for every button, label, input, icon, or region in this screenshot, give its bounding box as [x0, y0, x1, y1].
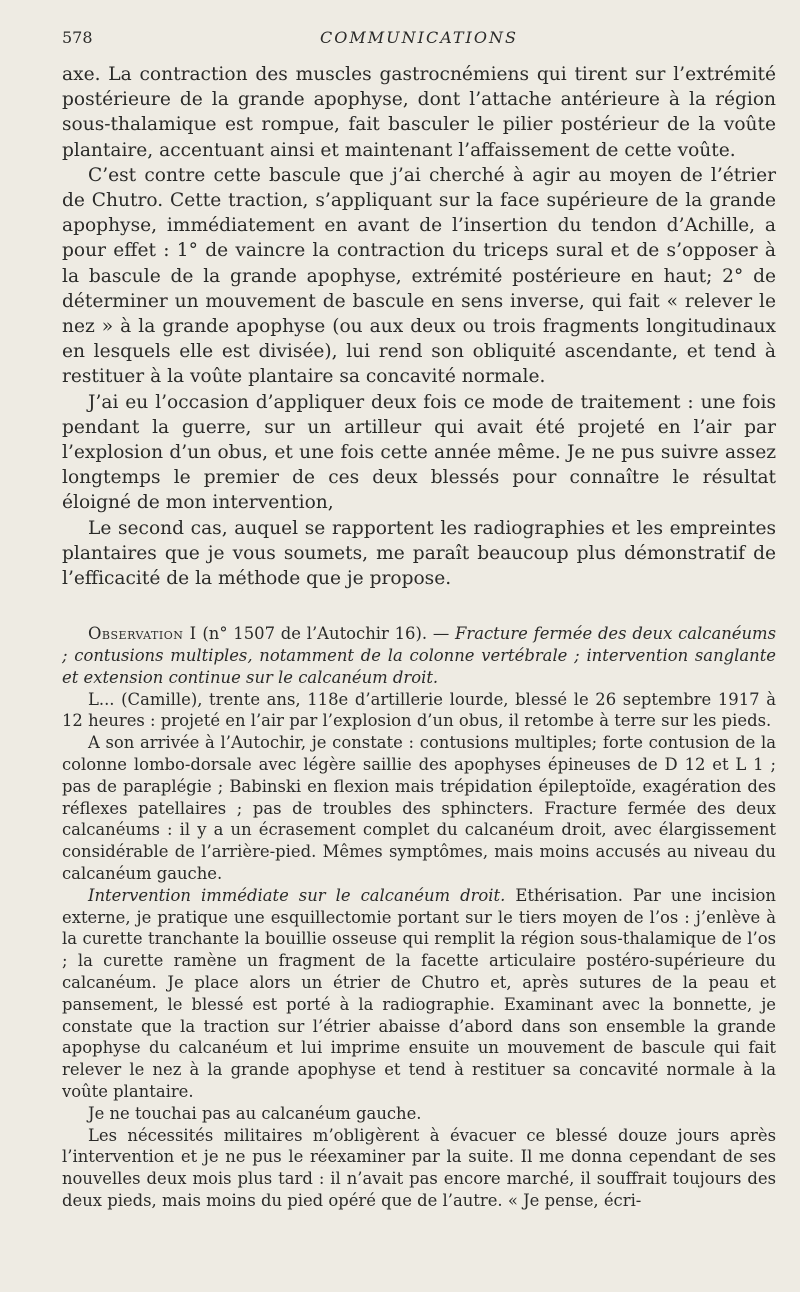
observation-heading [62, 623, 776, 688]
intervention-text: Ethérisation. Par une incision externe, je pratique une esquillectomie portant sur le tiers moyen de l’os : j’enlève à la curette tranchante la bouillie osseuse qui remplit la région sous-thalamique de l’os ; la curette ramène un fragment de la facette articulaire postéro-supérieure du calcanéum. Je place alors un étrier de Chutro et, après sutures de la peau et pansement, le blessé est porté à la radiographie. Examinant avec la bonnette, je constate que la traction sur l’étrier abaisse d’abord dans son ensemble la grande apophyse du calcanéum et lui imprime ensuite un mouvement de bascule qui fait relever le nez à la grande apophyse et tend à restituer sa concavité normale à la voûte plantaire. [62, 885, 776, 1101]
paragraph-4: Le second cas, auquel se rapportent les radiographies et les empreintes plantaires que je vous soumets, me paraît beaucoup plus démonstratif de l’efficacité de la méthode que je propose. [62, 517, 776, 590]
paragraph-3: J’ai eu l’occasion d’appliquer deux fois ce mode de traitement : une fois pendant la guerre, sur un artilleur qui avait été projeté en l’air par l’explosion d’un obus, et une fois cette année même. Je ne pus suivre assez longtemps le premier de ces deux blessés pour connaître le résultat éloigné de mon intervention, [62, 391, 776, 514]
observation-paragraph-2: A son arrivée à l’Autochir, je constate : contusions multiples; forte contusion de la colonne lombo-dorsale avec légère saillie des apophyses épineuses de D 12 et L 1 ; pas de paraplégie ; Babinski en flexion mais trépidation épileptoïde, exagération des réflexes patellaires ; pas de troubles des sphincters. Fracture fermée des deux calcanéums : il y a un écrasement complet du calcanéum droit, avec élargissement considérable de l’arrière-pied. Mêmes symptômes, mais moins accusés au niveau du calcanéum gauche. [62, 733, 776, 884]
running-title: COMMUNICATIONS [320, 28, 518, 47]
page-number: 578 [62, 28, 93, 47]
paragraph-1: axe. La contraction des muscles gastrocnémiens qui tirent sur l’extrémité postérieure de la grande apophyse, dont l’attache antérieure à la région sous-thalamique est rompue, fait basculer le pilier postérieur de la voûte plantaire, accentuant ainsi et maintenant l’affaissement de cette voûte. [62, 64, 776, 161]
paragraph-2: C’est contre cette bascule que j’ai cherché à agir au moyen de l’étrier de Chutro. Cette traction, s’appliquant sur la face supérieure de la grande apophyse, immédiatement en avant de l’insertion du tendon d’Achille, a pour effet : 1° de vaincre la contraction du triceps sural et de s’opposer à la bascule de la grande apophyse, extrémité postérieure en haut; 2° de déterminer un mouvement de bascule en sens inverse, qui fait « relever le nez » à la grande apophyse (ou aux deux ou trois fragments longitudinaux en lesquels elle est divisée), lui rend son obliquité ascendante, et tend à restituer à la voûte plantaire sa concavité normale. [62, 164, 776, 388]
observation-label: Observation I [88, 624, 197, 644]
page-header [62, 0, 776, 62]
observation-section [62, 623, 776, 1212]
observation-ref: (n° 1507 de l’Autochir 16). — [196, 624, 456, 644]
observation-title: Fracture fermée des deux calcanéums ; contusions multiples, notamment de la colonne vertébrale ; intervention sanglante et extension continue sur le calcanéum droit. [62, 624, 776, 687]
observation-paragraph-3 [62, 885, 776, 1103]
observation-paragraph-1: L... (Camille), trente ans, 118e d’artillerie lourde, blessé le 26 septembre 1917 à 12 heures : projeté en l’air par l’explosion d’un obus, il retombe à terre sur les pieds. [62, 689, 776, 731]
main-text [62, 62, 776, 591]
observation-paragraph-4: Je ne touchai pas au calcanéum gauche. [88, 1103, 422, 1123]
intervention-heading: Intervention immédiate sur le calcanéum droit. [88, 885, 506, 905]
observation-paragraph-5: Les nécessités militaires m’obligèrent à évacuer ce blessé douze jours après l’intervention et je ne pus le réexaminer par la suite. Il me donna cependant de ses nouvelles deux mois plus tard : il n’avait pas encore marché, il souffrait toujours des deux pieds, mais moins du pied opéré que de l’autre. « Je pense, écri- [62, 1125, 776, 1210]
